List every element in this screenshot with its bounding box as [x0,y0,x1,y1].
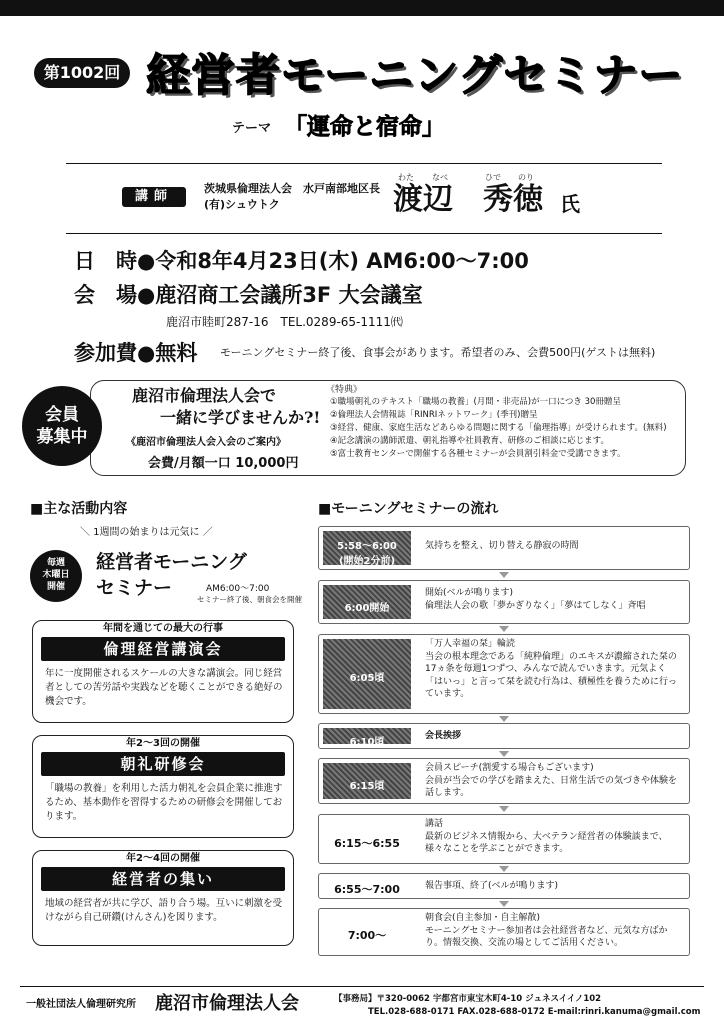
down-arrow-icon [499,806,509,812]
weekday-badge [30,550,82,602]
theme-label: テーマ [232,121,272,136]
membership-fee: 会費/月額一口 10,000円 [148,456,299,471]
flow-time: 6:15頃 [323,763,411,799]
flow-step [318,873,690,899]
flow-time-sub: (開始2分前) [338,556,396,567]
down-arrow-icon [499,866,509,872]
flow-step [318,908,690,956]
footer-divider [20,986,704,987]
event-fee: 参加費●無料 [74,341,198,365]
lecturer-honorific: 氏 [560,192,580,216]
card-body: 「職場の教養」を利用した活力朝礼を会員企業に推進するため、基本動作を習得するための研修会を開催しております。 [45,783,283,822]
activities-heading: ■主な活動内容 [30,501,128,517]
event-venue: 会 場●鹿沼商工会議所3F 大会議室 [74,283,423,307]
footer-address: 【事務局】〒320-0062 宇都宮市東宝木町4-10 ジュネスイイノ102 [334,994,602,1004]
recruit-badge [22,386,102,466]
flow-text: 気持ちを整え、切り替える静寂の時間 [425,541,579,551]
page-title: 経営者モーニングセミナー [146,50,684,101]
ms-title-line1: 経営者モーニング [96,551,247,573]
footer-org: 一般社団法人倫理研究所 [26,999,136,1010]
flow-step [318,758,690,804]
theme-title: 「運命と宿命」 [284,114,445,140]
weekday-badge-line: 毎週 [46,558,65,568]
ms-note: セミナー終了後、朝食会を開催 [197,595,302,604]
card-caption: 年2～4回の開催 [126,853,200,864]
benefit-item: ⑤富士教育センターで開催する各種セミナーが会員割引料金で受講できます。 [330,449,626,459]
flow-step [318,580,690,624]
top-border-bar [0,0,724,16]
down-arrow-icon [499,901,509,907]
card-title: 倫理経営講演会 [41,637,285,661]
activity-card [32,620,294,723]
footer-name: 鹿沼市倫理法人会 [155,993,299,1014]
lecturer-org-line2: (有)シュウトク [204,198,280,211]
lecturer-badge: 講師 [122,187,186,207]
lecturer-org-line1: 茨城県倫理法人会 水戸南部地区長 [204,182,380,195]
card-title: 経営者の集い [41,867,285,891]
divider [66,233,662,234]
benefits-heading: 《特典》 [326,385,363,395]
flow-time: 6:00開始 [323,585,411,619]
recruit-badge-line1: 会員 [45,405,79,425]
flow-text: 会長挨拶 [425,731,462,741]
flow-time: 6:05頃 [323,639,411,709]
lecturer-ruby: なべ [432,173,448,182]
flow-time: 6:10頃 [323,728,411,744]
flow-step [318,526,690,570]
footer-contact: TEL.028-688-0171 FAX.028-688-0172 E-mail:rinri.kanuma@gmail.com [368,1007,701,1017]
recruit-headline-2: 一緒に学びませんか?! [160,408,321,427]
flow-text: 「万人幸福の栞」輪読 当会の根本理念である「純粋倫理」のエキスが濃縮された栞の17ヵ条を毎週1つずつ、みんなで読んでいきます。元気よく「はいっ」と言って栞を読む行為は、積極性を養うために行っています。 [425,639,678,699]
weekday-badge-line: 開催 [46,582,65,592]
session-count-badge: 第1002回 [34,58,130,88]
flow-text: 講話 最新のビジネス情報から、大ベテラン経営者の体験談まで、様々なことを学ぶことができます。 [425,819,668,854]
activity-card [32,735,294,838]
ms-title-line2: セミナー [96,577,173,599]
card-caption: 年間を通じての最大の行事 [103,623,223,634]
benefit-item: ④記念講演の講師派遣、朝礼指導や社員教育、研修のご相談に応じます。 [330,436,609,446]
activities-subheading: ＼ 1週間の始まりは元気に ／ [80,527,213,538]
ms-time: AM6:00～7:00 [206,584,270,594]
flow-time: 6:15～6:55 [323,819,411,859]
down-arrow-icon [499,751,509,757]
flow-time-text: 5:58～6:00 [337,541,397,552]
flow-step [318,723,690,749]
benefit-item: ③経営、健康、家庭生活などあらゆる問題に関する「倫理指導」が受けられます。(無料) [330,423,667,433]
flow-time [323,531,411,565]
event-datetime: 日 時●令和8年4月23日(木) AM6:00～7:00 [74,249,529,273]
flow-time: 6:55～7:00 [323,878,411,894]
lecturer-ruby: ひで [485,173,501,182]
venue-address: 鹿沼市睦町287-16 TEL.0289-65-1111㈹ [166,315,403,329]
lecturer-ruby: わた [398,173,414,182]
down-arrow-icon [499,716,509,722]
benefit-item: ②倫理法人会情報誌「RINRIネットワーク」(季刊)贈呈 [330,410,538,420]
flow-time: 7:00～ [323,913,411,951]
weekday-badge-line: 木曜日 [42,570,70,580]
down-arrow-icon [499,572,509,578]
card-body: 地域の経営者が共に学び、語り合う場。互いに刺激を受けながら自己研鑽(けんさん)を図ります。 [45,898,283,923]
flow-text: 開始(ベルが鳴ります) 倫理法人会の歌「夢かぎりなく」「夢はてしなく」斉唱 [425,588,646,611]
down-arrow-icon [499,626,509,632]
fee-note: モーニングセミナー終了後、食事会があります。希望者のみ、会費500円(ゲストは無料) [220,346,656,359]
flow-text: 会員スピーチ(割愛する場合もございます) 会員が当会での学びを踏まえた、日常生活での気づきや体験を話します。 [425,763,678,798]
flow-text: 報告事項、終了(ベルが鳴ります) [425,881,559,891]
divider [66,163,662,164]
flow-step [318,814,690,864]
recruit-badge-line2: 募集中 [36,427,88,447]
recruit-headline-1: 鹿沼市倫理法人会で [132,386,277,405]
benefit-item: ①職場朝礼のテキスト「職場の教養」(月間・非売品)が一口につき 30冊贈呈 [330,397,621,407]
card-body: 年に一度開催されるスケールの大きな講演会。同じ経営者としての苦労話や実践などを聴くことができる絶好の機会です。 [45,668,283,707]
flow-text: 朝食会(自主参加・自主解散) モーニングセミナー参加者は会社経営者など、元気な方ばかり。情報交換、交流の場としてご活用ください。 [425,913,668,948]
lecturer-name: 渡辺 秀徳 [393,182,543,217]
card-title: 朝礼研修会 [41,752,285,776]
activity-card [32,850,294,946]
flow-heading: ■モーニングセミナーの流れ [318,501,499,517]
lecturer-ruby: のり [518,173,534,182]
flow-step [318,634,690,714]
card-caption: 年2～3回の開催 [126,738,200,749]
recruit-guide: 《鹿沼市倫理法人会入会のご案内》 [126,437,286,448]
